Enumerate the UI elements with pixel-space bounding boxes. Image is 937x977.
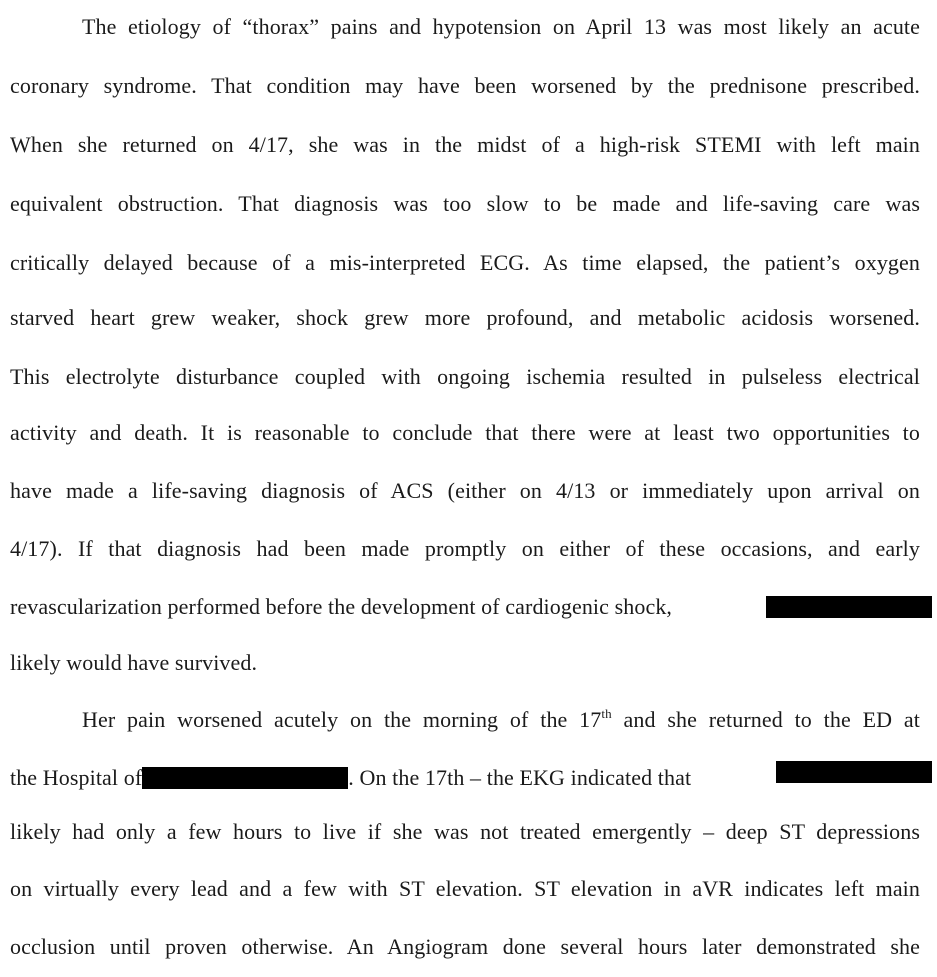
paragraph-1-line-2: coronary syndrome. That condition may have been worsened by the prednisone prescribed. <box>10 73 920 98</box>
paragraph-1-line-4: equivalent obstruction. That diagnosis was too slow to be made and life-saving care was <box>10 191 920 216</box>
paragraph-1-line-8: activity and death. It is reasonable to conclude that there were at least two opportunities to <box>10 420 920 445</box>
line-2-middle: . On the 17th – the EKG indicated that <box>348 765 692 790</box>
paragraph-2-line-1 <box>82 707 920 733</box>
line-text: Her pain worsened acutely on the morning of the 17 <box>82 707 602 732</box>
paragraph-1-line-3: When she returned on 4/17, she was in the midst of a high-risk STEMI with left main <box>10 132 920 157</box>
paragraph-1-line-10: 4/17). If that diagnosis had been made promptly on either of these occasions, and early <box>10 536 920 561</box>
line-text-continued: and she returned to the ED at <box>611 707 921 732</box>
paragraph-1-line-9: have made a life-saving diagnosis of ACS (either on 4/13 or immediately upon arrival on <box>10 478 920 503</box>
line-11-text: revascularization performed before the development of cardiogenic shock, <box>10 594 673 619</box>
redaction-box <box>776 761 932 783</box>
paragraph-1-line-1: The etiology of “thorax” pains and hypotension on April 13 was most likely an acute <box>82 14 920 39</box>
paragraph-1-line-11 <box>10 594 920 620</box>
paragraph-2-line-4: on virtually every lead and a few with ST elevation. ST elevation in aVR indicates left main <box>10 876 920 901</box>
paragraph-2-line-2 <box>10 765 920 791</box>
redaction-box <box>142 767 348 789</box>
redaction-box <box>766 596 932 618</box>
paragraph-1-line-12: likely would have survived. <box>10 650 258 675</box>
paragraph-2-line-5: occlusion until proven otherwise. An Angiogram done several hours later demonstrated she <box>10 934 920 959</box>
superscript: th <box>601 706 612 721</box>
paragraph-2-line-3: likely had only a few hours to live if she was not treated emergently – deep ST depressions <box>10 819 920 844</box>
paragraph-1-line-6: starved heart grew weaker, shock grew more profound, and metabolic acidosis worsened. <box>10 305 920 330</box>
hospital-label: the Hospital of <box>10 765 143 790</box>
paragraph-1-line-7: This electrolyte disturbance coupled with ongoing ischemia resulted in pulseless electrical <box>10 364 920 389</box>
paragraph-1-line-5: critically delayed because of a mis-interpreted ECG. As time elapsed, the patient’s oxygen <box>10 250 920 275</box>
